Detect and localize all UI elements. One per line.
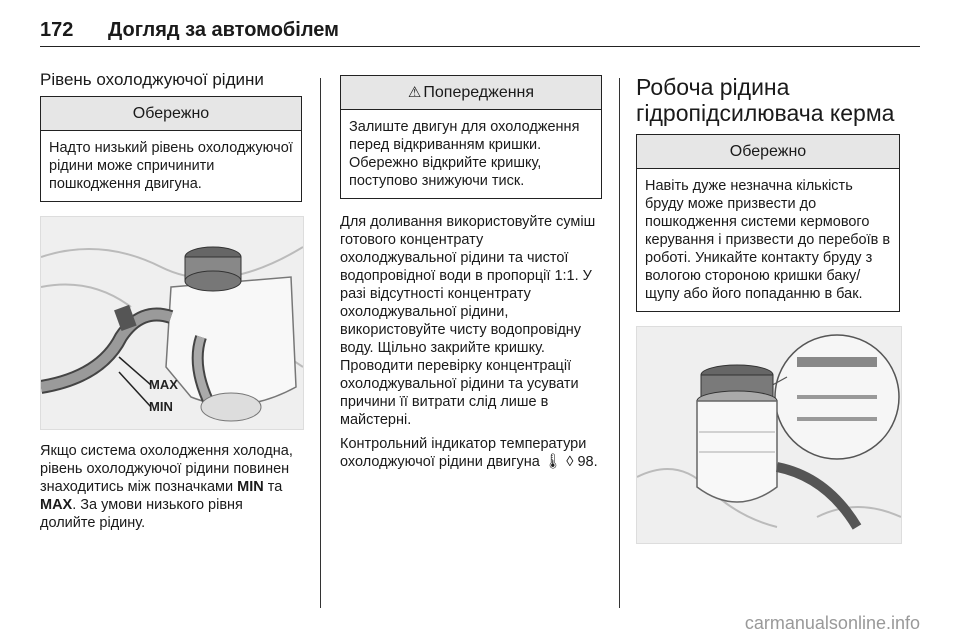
coolant-reservoir-drawing — [41, 217, 303, 429]
max-label: MAX — [149, 377, 178, 392]
column-1 — [40, 70, 302, 538]
warning-heading: ⚠ Попередження — [341, 76, 601, 110]
chapter-title: Догляд за автомобілем — [108, 18, 339, 41]
caution-box — [40, 96, 302, 202]
page-reference-icon: ◊ — [562, 454, 574, 470]
watermark: carmanualsonline.info — [744, 613, 920, 633]
caution-text-steering: Навіть дуже незначна кількість бруду може призвести до пошкодження системи кермового керування і призвести до перебоїв в роботі. Уникайте контакту бруду з вологою стороною кришки баку/щупу або його попаданню в бак. — [645, 178, 891, 302]
page-header — [40, 14, 920, 47]
indicator-paragraph: Контрольний індикатор температури охолоджуючої рідини двигуна 🌡 ◊ 98. — [340, 436, 598, 470]
caution-heading: Обережно — [41, 97, 301, 131]
caution-text: Надто низький рівень охолоджуючої рідини може спричинити пошкодження двигуна. — [49, 140, 293, 192]
column-divider — [619, 78, 620, 608]
temperature-indicator-icon: 🌡 — [543, 454, 563, 470]
power-steering-drawing — [637, 327, 901, 543]
min-label: MIN — [149, 399, 173, 414]
caution-box-steering — [636, 134, 900, 312]
warning-box — [340, 75, 602, 199]
coolant-level-paragraph: Якщо система охолодження холодна, рівень охолоджуючої рідини повинен знаходитись між позначками MIN та MAX. За умови низького рівня долийте рідину. — [40, 443, 293, 531]
section-title-power-steering: Робоча рідина гідропідсилювача керма — [636, 74, 895, 126]
coolant-refill-paragraph: Для доливання використовуйте суміш готового концентрату охолоджувальної рідини та чистої водопровідної води в пропорції 1:1. У разі відсутності концентрату охолоджувальної рідини, використовуйте чисту водопровідну воду. Щільно закрийте кришку. Проводити перевірку концентрації охолоджувальної рідини та усувати причини її витрати слід лише в майстерні. — [340, 214, 596, 428]
caution-heading-steering: Обережно — [637, 135, 899, 169]
column-2 — [340, 75, 602, 477]
page-number: 172 — [40, 18, 74, 41]
column-divider — [320, 78, 321, 608]
power-steering-reservoir-illustration — [636, 326, 902, 544]
warning-triangle-icon: ⚠ — [407, 84, 422, 101]
coolant-reservoir-illustration — [40, 216, 304, 430]
column-3 — [636, 70, 900, 544]
warning-text: Залиште двигун для охолодження перед відкриванням кришки. Обережно відкрийте кришку, поступово знижуючи тиск. — [349, 119, 580, 189]
section-title-coolant: Рівень охолоджуючої рідини — [40, 70, 264, 89]
